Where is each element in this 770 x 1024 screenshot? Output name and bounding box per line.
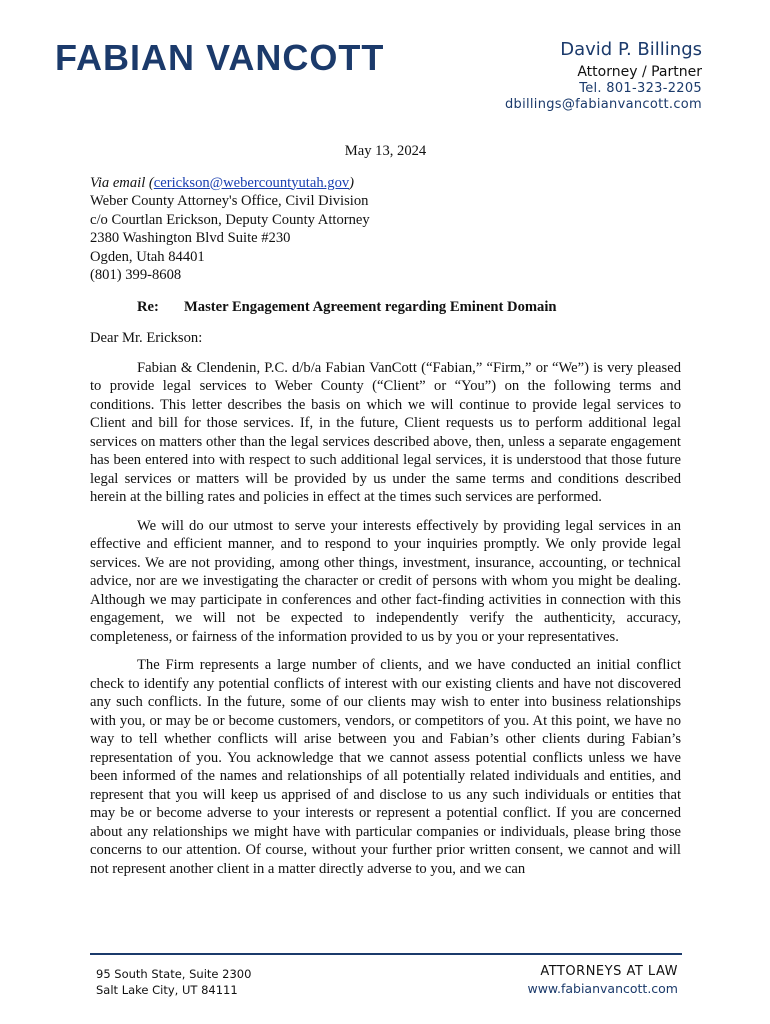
footer-tagline: ATTORNEYS AT LAW [540,964,678,979]
footer-address-line: 95 South State, Suite 2300 [96,967,252,981]
recipient-address-line: Ogden, Utah 84401 [90,248,205,265]
body-paragraph: The Firm represents a large number of clients, and we have conducted an initial conflict check to identify any potential conflicts of interest with our existing clients and have not discovered any such conflicts. In the future, some of our clients may wish to enter into business relationships with you, or may be or become customers, vendors, or competitors of you. At this point, we have no way to tell whether conflicts will arise between you and Fabian’s other clients during Fabian’s representation of you. You acknowledge that we cannot assess potential conflicts unless we have been informed of the names and relationships of all potentially related individuals and entities, and represent that you will keep us apprised of and disclose to us any such individuals or entities that may be or become adverse to your interests or represent a potential conflict. If you are concerned about any relationships we might have with particular companies or individuals, please bring those concerns to our attention. Of course, without your further prior written consent, we cannot and will not represent another client in a matter directly adverse to you, and we can [90,657,681,877]
footer-address-line: Salt Lake City, UT 84111 [96,983,238,997]
attorney-name: David P. Billings [560,39,702,60]
via-suffix: ) [349,174,355,191]
attorney-contact-block [505,39,702,114]
attorney-email[interactable]: dbillings@fabianvancott.com [504,97,702,113]
footer-website-link[interactable]: www.fabianvancott.com [527,981,678,996]
salutation: Dear Mr. Erickson: [90,330,203,346]
recipient-address-line: 2380 Washington Blvd Suite #230 [90,230,291,246]
re-label: Re: [137,298,159,315]
letter-body [90,142,681,888]
footer-divider [90,953,682,955]
recipient-address-line: (801) 399-8608 [90,267,182,283]
recipient-email-link[interactable]: cerickson@webercountyutah.gov [153,174,350,191]
recipient-address-line: Weber County Attorney's Office, Civil Division [90,193,369,209]
via-email-line [90,174,681,193]
attorney-title: Attorney / Partner [577,63,702,80]
via-prefix: Via email ( [90,174,154,191]
re-subject: Master Engagement Agreement regarding Eminent Domain [184,298,557,315]
body-paragraph: We will do our utmost to serve your interests effectively by providing legal services in an effective and efficient manner, and to respond to your inquiries promptly. We only provide legal services. We are not providing, among other things, investment, insurance, accounting, or technical advice, nor are we investigating the character or credit of persons with whom you might be dealing. Although we may participate in conferences and other fact-finding activities in connection with this engagement, we will not be expected to independently verify the authenticity, accuracy, completeness, or fairness of the information provided to us by you or your representatives. [90,517,681,645]
attorney-phone: Tel. 801-323-2205 [579,81,702,96]
re-line [90,298,681,317]
footer-address [96,966,251,998]
footer-branding [527,963,678,997]
firm-logo: FABIAN VANCOTT [55,37,385,78]
recipient-address-line: c/o Courtlan Erickson, Deputy County Attorney [90,211,370,228]
body-paragraph: Fabian & Clendenin, P.C. d/b/a Fabian VanCott (“Fabian,” “Firm,” or “We”) is very pleased to provide legal services to Weber County (“Client” or “You”) on the following terms and conditions. This letter describes the basis on which we will continue to provide legal services to Client and bill for those services. If, in the future, Client requests us to perform additional legal services on matters other than the legal services described above, then, unless a separate engagement has been entered into with respect to such additional legal services, it is understood that those future legal services or matters will be provided by us under the same terms and conditions described herein at the billing rates and policies in effect at the times such services are performed. [90,359,681,505]
letter-date: May 13, 2024 [344,143,427,159]
